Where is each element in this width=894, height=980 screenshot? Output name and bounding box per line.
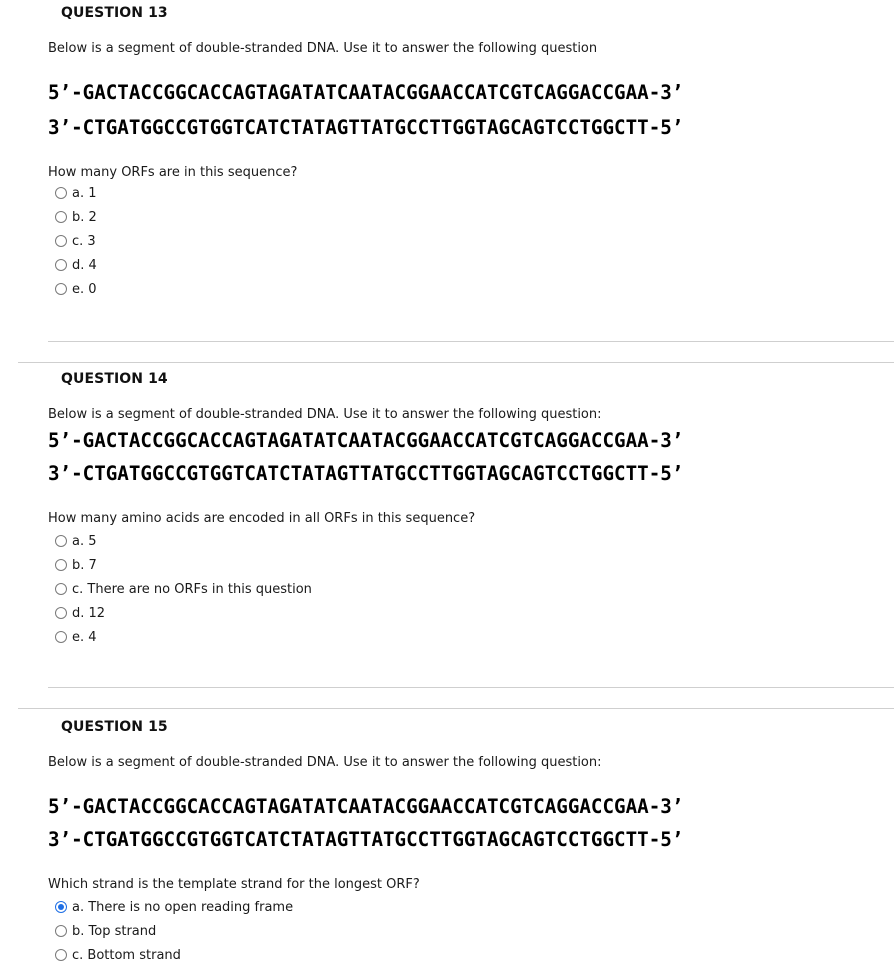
answer-option-d[interactable] <box>55 605 105 621</box>
divider <box>48 341 894 342</box>
answer-option-b[interactable] <box>55 923 156 939</box>
divider <box>18 708 894 709</box>
dna-bottom-strand: 3’-CTGATGGCCGTGGTCATCTATAGTTATGCCTTGGTAGCAGTCCTGGCTT-5’ <box>48 462 684 485</box>
radio-button[interactable] <box>55 631 67 643</box>
radio-button[interactable] <box>55 259 67 271</box>
question-prompt: Which strand is the template strand for the longest ORF? <box>48 877 420 892</box>
answer-option-d[interactable] <box>55 257 97 273</box>
answer-option-e[interactable] <box>55 281 97 297</box>
answer-option-b[interactable] <box>55 209 97 225</box>
radio-button[interactable] <box>55 211 67 223</box>
answer-option-b[interactable] <box>55 557 97 573</box>
question-instruction: Below is a segment of double-stranded DNA. Use it to answer the following question: <box>48 755 602 770</box>
answer-option-a[interactable] <box>55 185 97 201</box>
radio-button[interactable] <box>55 607 67 619</box>
option-label: a. 1 <box>72 185 97 201</box>
question-instruction: Below is a segment of double-stranded DNA. Use it to answer the following question <box>48 41 598 56</box>
question-instruction: Below is a segment of double-stranded DNA. Use it to answer the following question: <box>48 407 602 422</box>
dna-top-strand: 5’-GACTACCGGCACCAGTAGATATCAATACGGAACCATCGTCAGGACCGAA-3’ <box>48 81 684 104</box>
option-label: c. There are no ORFs in this question <box>72 581 312 597</box>
radio-button[interactable] <box>55 535 67 547</box>
answer-option-c[interactable] <box>55 947 181 963</box>
question-title: QUESTION 14 <box>61 371 168 387</box>
dna-bottom-strand: 3’-CTGATGGCCGTGGTCATCTATAGTTATGCCTTGGTAGCAGTCCTGGCTT-5’ <box>48 828 684 851</box>
option-label: d. 4 <box>72 257 97 273</box>
radio-button[interactable] <box>55 925 67 937</box>
question-prompt: How many amino acids are encoded in all ORFs in this sequence? <box>48 511 476 526</box>
dna-top-strand: 5’-GACTACCGGCACCAGTAGATATCAATACGGAACCATCGTCAGGACCGAA-3’ <box>48 429 684 452</box>
answer-option-a[interactable] <box>55 533 97 549</box>
option-label: b. Top strand <box>72 923 157 939</box>
option-label: c. 3 <box>72 233 96 249</box>
radio-button[interactable] <box>55 187 67 199</box>
divider <box>48 687 894 688</box>
option-label: d. 12 <box>72 605 106 621</box>
option-label: e. 4 <box>72 629 97 645</box>
radio-button-selected[interactable] <box>55 901 67 913</box>
answer-option-e[interactable] <box>55 629 97 645</box>
dna-bottom-strand: 3’-CTGATGGCCGTGGTCATCTATAGTTATGCCTTGGTAGCAGTCCTGGCTT-5’ <box>48 116 684 139</box>
option-label: a. There is no open reading frame <box>72 899 294 915</box>
dna-top-strand: 5’-GACTACCGGCACCAGTAGATATCAATACGGAACCATCGTCAGGACCGAA-3’ <box>48 795 684 818</box>
option-label: e. 0 <box>72 281 97 297</box>
radio-button[interactable] <box>55 949 67 961</box>
radio-button[interactable] <box>55 583 67 595</box>
option-label: b. 2 <box>72 209 97 225</box>
option-label: c. Bottom strand <box>72 947 181 963</box>
radio-button[interactable] <box>55 559 67 571</box>
question-title: QUESTION 15 <box>61 719 168 735</box>
answer-option-c[interactable] <box>55 581 312 597</box>
answer-option-a[interactable] <box>55 899 293 915</box>
question-title: QUESTION 13 <box>61 5 168 21</box>
question-prompt: How many ORFs are in this sequence? <box>48 165 298 180</box>
option-label: b. 7 <box>72 557 97 573</box>
divider <box>18 362 894 363</box>
answer-option-c[interactable] <box>55 233 96 249</box>
radio-button[interactable] <box>55 283 67 295</box>
option-label: a. 5 <box>72 533 97 549</box>
radio-button[interactable] <box>55 235 67 247</box>
